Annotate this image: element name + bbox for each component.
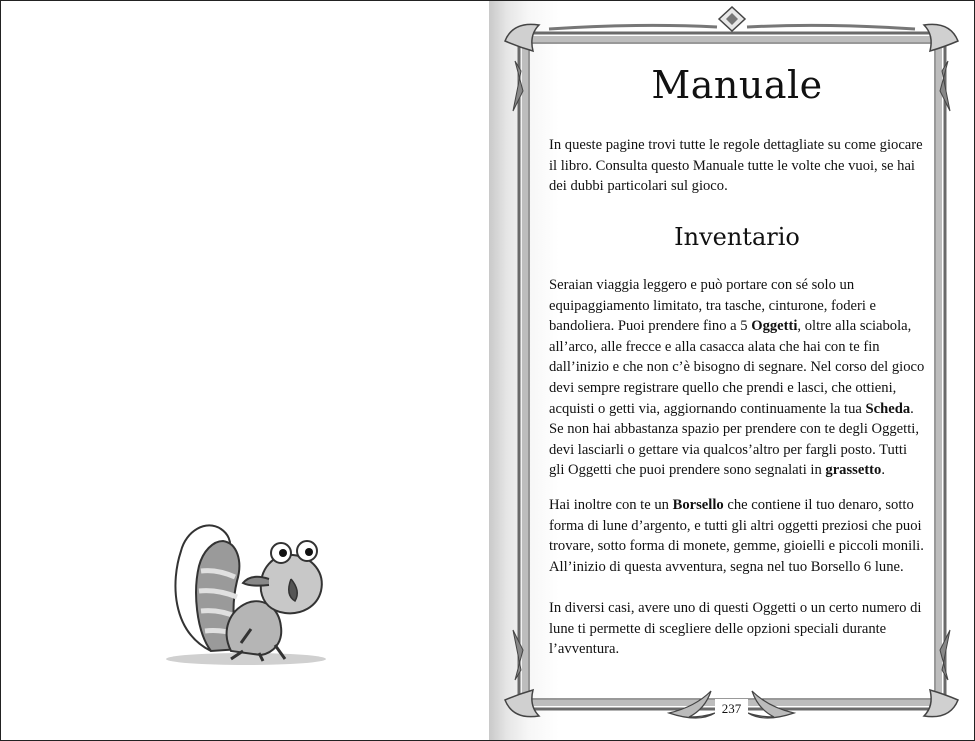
text-run: che contiene il tuo denaro, sotto forma di lune d’argento, e tutti gli altri oggetti preziosi che puoi trovare, sotto forma di monete, gemme, gioielli e piccoli monili. All’inizio di questa avventura, segna nel tuo Borsello 6 lune.	[549, 497, 924, 575]
inventory-paragraph-1	[549, 275, 925, 481]
left-page	[1, 1, 489, 740]
bold-term-oggetti: Oggetti	[751, 318, 798, 335]
bold-term-scheda: Scheda	[865, 400, 911, 417]
section-title: Inventario	[674, 223, 800, 251]
right-page	[489, 1, 974, 740]
inventory-paragraph-2	[549, 495, 925, 577]
text-run: Seraian viaggia leggero e può portare con sé solo un equipaggiamento limitato, tra tasche, cinturone, foderi e bandoliera. Puoi prendere fino a 5	[549, 277, 877, 335]
text-run: , oltre alla sciabola, all’arco, alle frecce e alla casacca alata che hai con te fin dall’inizio e che non c’è bisogno di segnare. Nel corso del gioco devi sempre registrare quello che prendi e lasci, che ottieni, acquisti o getti via, aggiornando continuamente la tua	[549, 318, 925, 417]
page-number: 237	[721, 701, 742, 716]
inventory-paragraph-3: In diversi casi, avere uno di questi Oggetti o un certo numero di lune ti permette di scegliere delle opzioni speciali durante l’avventura.	[549, 600, 922, 658]
bold-term-grassetto: grassetto	[825, 462, 882, 479]
text-run: . Se non hai abbastanza spazio per prendere con te degli Oggetti, devi lasciarli o gettare via qualcos’altro per fargli posto. Tutti gli Oggetti che puoi prendere sono segnalati in	[549, 400, 919, 479]
intro-paragraph: In queste pagine trovi tutte le regole dettagliate su come giocare il libro. Consulta questo Manuale tutte le volte che vuoi, se hai dei dubbi particolari sul gioco.	[549, 137, 923, 195]
bold-term-borsello: Borsello	[672, 497, 724, 513]
page-title: Manuale	[651, 63, 823, 107]
text-run: Hai inoltre con te un	[549, 497, 673, 513]
text-run: .	[881, 462, 885, 479]
squirrel-illustration	[151, 511, 341, 671]
